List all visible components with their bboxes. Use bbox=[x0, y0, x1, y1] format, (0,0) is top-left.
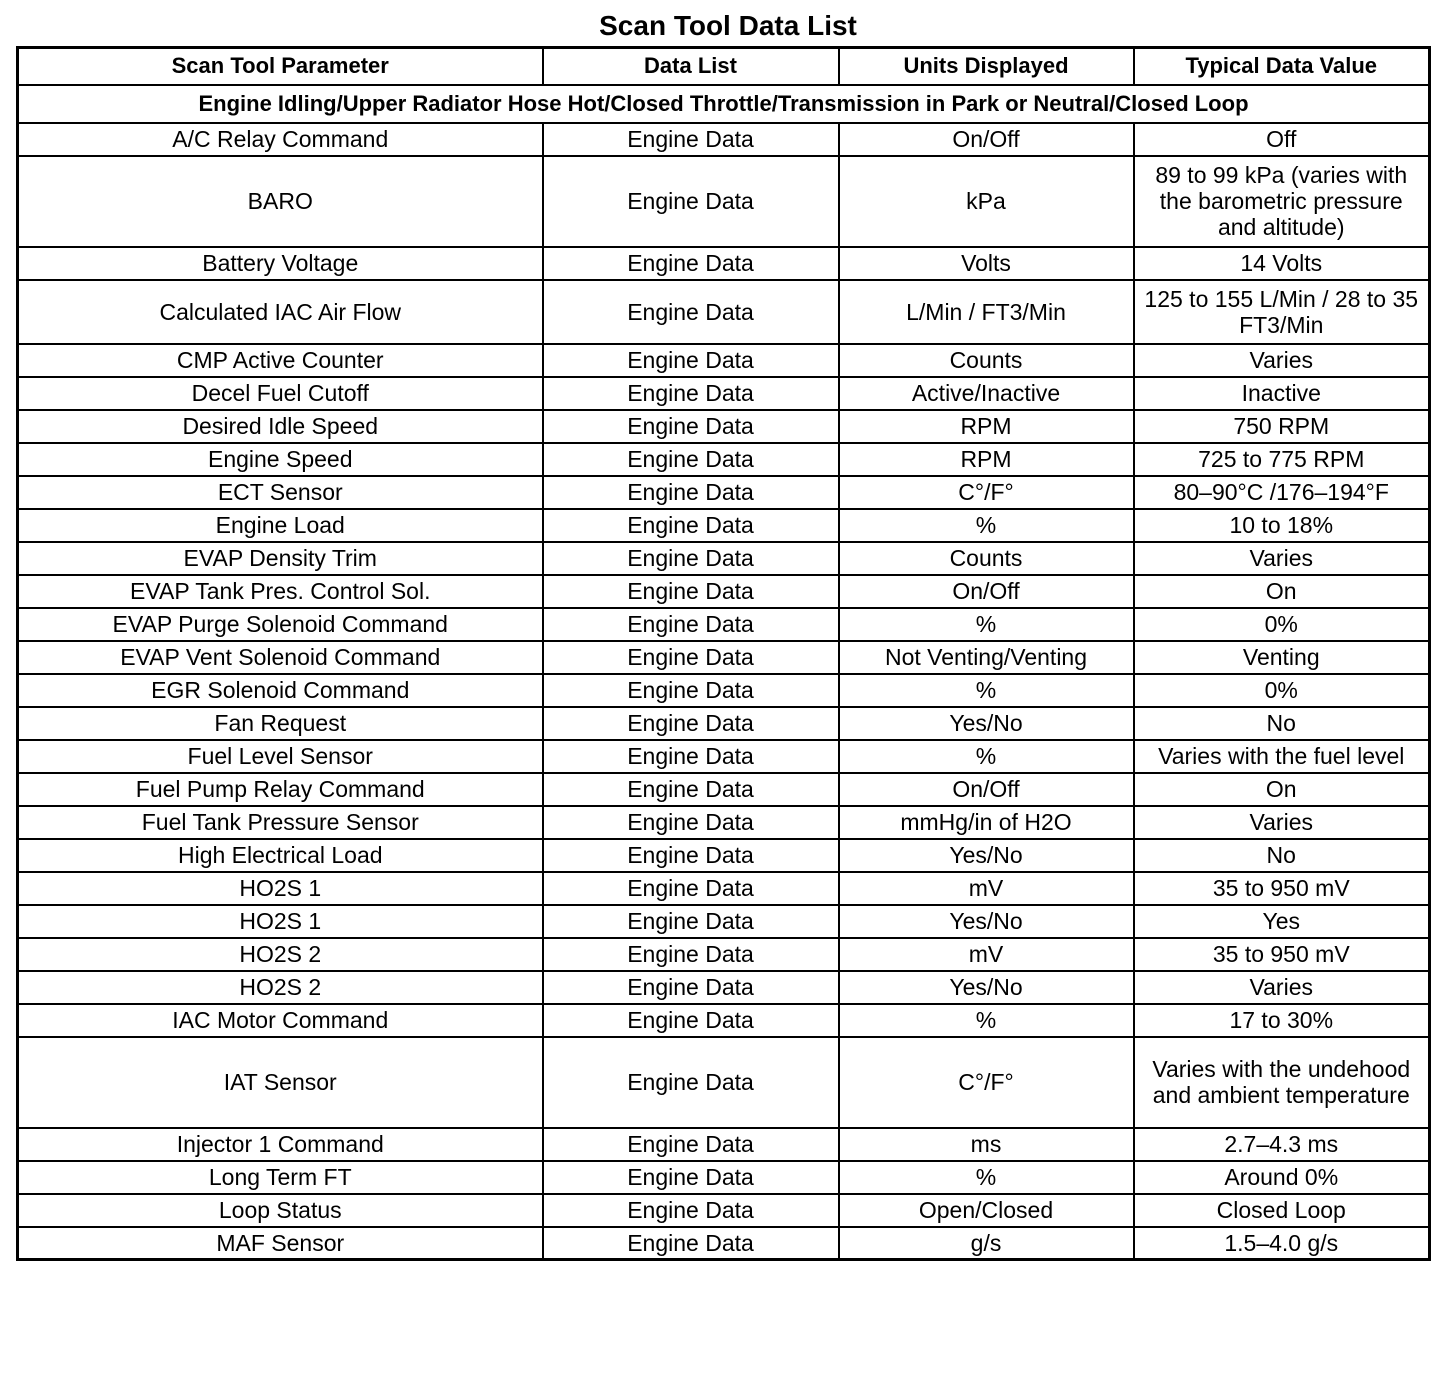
parameter-cell: EVAP Density Trim bbox=[18, 542, 543, 575]
typical-value-cell: Varies bbox=[1134, 806, 1430, 839]
typical-value-cell: Varies bbox=[1134, 344, 1430, 377]
parameter-cell: Desired Idle Speed bbox=[18, 410, 543, 443]
units-cell: Open/Closed bbox=[839, 1194, 1134, 1227]
typical-value-cell: On bbox=[1134, 773, 1430, 806]
data-list-cell: Engine Data bbox=[543, 377, 839, 410]
units-cell: Yes/No bbox=[839, 839, 1134, 872]
table-row bbox=[18, 608, 1430, 641]
table-row bbox=[18, 410, 1430, 443]
data-list-cell: Engine Data bbox=[543, 410, 839, 443]
typical-value-cell: Venting bbox=[1134, 641, 1430, 674]
table-row bbox=[18, 1227, 1430, 1260]
table-row bbox=[18, 641, 1430, 674]
data-list-cell: Engine Data bbox=[543, 443, 839, 476]
units-cell: C°/F° bbox=[839, 476, 1134, 509]
typical-value-cell: 14 Volts bbox=[1134, 247, 1430, 280]
data-list-cell: Engine Data bbox=[543, 509, 839, 542]
typical-value-cell: 0% bbox=[1134, 674, 1430, 707]
parameter-cell: EGR Solenoid Command bbox=[18, 674, 543, 707]
table-row bbox=[18, 839, 1430, 872]
table-row bbox=[18, 674, 1430, 707]
typical-value-cell: 80–90°C /176–194°F bbox=[1134, 476, 1430, 509]
parameter-cell: Long Term FT bbox=[18, 1161, 543, 1194]
parameter-cell: HO2S 1 bbox=[18, 905, 543, 938]
units-cell: On/Off bbox=[839, 123, 1134, 156]
parameter-cell: Fuel Pump Relay Command bbox=[18, 773, 543, 806]
parameter-cell: EVAP Tank Pres. Control Sol. bbox=[18, 575, 543, 608]
table-row bbox=[18, 156, 1430, 247]
data-list-cell: Engine Data bbox=[543, 608, 839, 641]
units-cell: mmHg/in of H2O bbox=[839, 806, 1134, 839]
units-cell: Yes/No bbox=[839, 971, 1134, 1004]
data-list-cell: Engine Data bbox=[543, 773, 839, 806]
parameter-cell: EVAP Vent Solenoid Command bbox=[18, 641, 543, 674]
header-row bbox=[18, 48, 1430, 85]
units-cell: Yes/No bbox=[839, 905, 1134, 938]
units-cell: % bbox=[839, 509, 1134, 542]
column-header-parameter: Scan Tool Parameter bbox=[18, 48, 543, 85]
table-row bbox=[18, 1194, 1430, 1227]
data-list-cell: Engine Data bbox=[543, 1004, 839, 1037]
typical-value-cell: 725 to 775 RPM bbox=[1134, 443, 1430, 476]
data-list-cell: Engine Data bbox=[543, 123, 839, 156]
table-row bbox=[18, 344, 1430, 377]
data-list-cell: Engine Data bbox=[543, 938, 839, 971]
typical-value-cell: 125 to 155 L/Min / 28 to 35 FT3/Min bbox=[1134, 280, 1430, 344]
typical-value-cell: 35 to 950 mV bbox=[1134, 938, 1430, 971]
units-cell: Not Venting/Venting bbox=[839, 641, 1134, 674]
typical-value-cell: Closed Loop bbox=[1134, 1194, 1430, 1227]
condition-row bbox=[18, 85, 1430, 123]
typical-value-cell: Varies bbox=[1134, 542, 1430, 575]
table-row bbox=[18, 872, 1430, 905]
units-cell: L/Min / FT3/Min bbox=[839, 280, 1134, 344]
parameter-cell: High Electrical Load bbox=[18, 839, 543, 872]
units-cell: Counts bbox=[839, 344, 1134, 377]
units-cell: g/s bbox=[839, 1227, 1134, 1260]
units-cell: % bbox=[839, 674, 1134, 707]
typical-value-cell: 10 to 18% bbox=[1134, 509, 1430, 542]
data-list-cell: Engine Data bbox=[543, 156, 839, 247]
table-row bbox=[18, 280, 1430, 344]
parameter-cell: MAF Sensor bbox=[18, 1227, 543, 1260]
table-row bbox=[18, 1004, 1430, 1037]
data-list-cell: Engine Data bbox=[543, 806, 839, 839]
units-cell: Volts bbox=[839, 247, 1134, 280]
parameter-cell: Loop Status bbox=[18, 1194, 543, 1227]
table-row bbox=[18, 1128, 1430, 1161]
column-header-units: Units Displayed bbox=[839, 48, 1134, 85]
units-cell: % bbox=[839, 608, 1134, 641]
table-row bbox=[18, 377, 1430, 410]
units-cell: On/Off bbox=[839, 575, 1134, 608]
table-row bbox=[18, 542, 1430, 575]
parameter-cell: Calculated IAC Air Flow bbox=[18, 280, 543, 344]
typical-value-cell: No bbox=[1134, 839, 1430, 872]
typical-value-cell: Varies bbox=[1134, 971, 1430, 1004]
units-cell: mV bbox=[839, 938, 1134, 971]
parameter-cell: BARO bbox=[18, 156, 543, 247]
typical-value-cell: 89 to 99 kPa (varies with the barometric pressure and altitude) bbox=[1134, 156, 1430, 247]
table-row bbox=[18, 740, 1430, 773]
page-title: Scan Tool Data List bbox=[599, 10, 857, 41]
typical-value-cell: Yes bbox=[1134, 905, 1430, 938]
table-row bbox=[18, 1037, 1430, 1128]
parameter-cell: Fuel Level Sensor bbox=[18, 740, 543, 773]
data-list-cell: Engine Data bbox=[543, 905, 839, 938]
data-list-cell: Engine Data bbox=[543, 971, 839, 1004]
units-cell: Yes/No bbox=[839, 707, 1134, 740]
typical-value-cell: 2.7–4.3 ms bbox=[1134, 1128, 1430, 1161]
parameter-cell: Decel Fuel Cutoff bbox=[18, 377, 543, 410]
data-list-cell: Engine Data bbox=[543, 1161, 839, 1194]
units-cell: % bbox=[839, 740, 1134, 773]
units-cell: Active/Inactive bbox=[839, 377, 1134, 410]
table-row bbox=[18, 575, 1430, 608]
data-list-cell: Engine Data bbox=[543, 641, 839, 674]
column-header-typical-value: Typical Data Value bbox=[1134, 48, 1430, 85]
typical-value-cell: 35 to 950 mV bbox=[1134, 872, 1430, 905]
data-list-cell: Engine Data bbox=[543, 247, 839, 280]
data-list-cell: Engine Data bbox=[543, 707, 839, 740]
data-list-cell: Engine Data bbox=[543, 740, 839, 773]
parameter-cell: HO2S 2 bbox=[18, 938, 543, 971]
data-list-cell: Engine Data bbox=[543, 1037, 839, 1128]
data-list-cell: Engine Data bbox=[543, 476, 839, 509]
table-row bbox=[18, 938, 1430, 971]
test-condition: Engine Idling/Upper Radiator Hose Hot/Closed Throttle/Transmission in Park or Neutral/Closed Loop bbox=[18, 85, 1430, 123]
data-list-cell: Engine Data bbox=[543, 280, 839, 344]
table-row bbox=[18, 123, 1430, 156]
typical-value-cell: 1.5–4.0 g/s bbox=[1134, 1227, 1430, 1260]
units-cell: RPM bbox=[839, 443, 1134, 476]
table-row bbox=[18, 971, 1430, 1004]
data-list-cell: Engine Data bbox=[543, 575, 839, 608]
parameter-cell: IAC Motor Command bbox=[18, 1004, 543, 1037]
parameter-cell: Engine Load bbox=[18, 509, 543, 542]
scan-tool-data-table bbox=[16, 46, 1431, 1261]
table-row bbox=[18, 1161, 1430, 1194]
data-list-cell: Engine Data bbox=[543, 1194, 839, 1227]
units-cell: mV bbox=[839, 872, 1134, 905]
data-list-cell: Engine Data bbox=[543, 1128, 839, 1161]
data-list-cell: Engine Data bbox=[543, 344, 839, 377]
typical-value-cell: 0% bbox=[1134, 608, 1430, 641]
table-row bbox=[18, 707, 1430, 740]
table-row bbox=[18, 247, 1430, 280]
parameter-cell: ECT Sensor bbox=[18, 476, 543, 509]
units-cell: C°/F° bbox=[839, 1037, 1134, 1128]
table-row bbox=[18, 773, 1430, 806]
typical-value-cell: 17 to 30% bbox=[1134, 1004, 1430, 1037]
typical-value-cell: No bbox=[1134, 707, 1430, 740]
units-cell: % bbox=[839, 1004, 1134, 1037]
parameter-cell: HO2S 1 bbox=[18, 872, 543, 905]
data-list-cell: Engine Data bbox=[543, 839, 839, 872]
units-cell: RPM bbox=[839, 410, 1134, 443]
table-row bbox=[18, 905, 1430, 938]
table-row bbox=[18, 509, 1430, 542]
table-row bbox=[18, 443, 1430, 476]
parameter-cell: Injector 1 Command bbox=[18, 1128, 543, 1161]
parameter-cell: EVAP Purge Solenoid Command bbox=[18, 608, 543, 641]
typical-value-cell: Inactive bbox=[1134, 377, 1430, 410]
units-cell: ms bbox=[839, 1128, 1134, 1161]
typical-value-cell: Off bbox=[1134, 123, 1430, 156]
parameter-cell: CMP Active Counter bbox=[18, 344, 543, 377]
units-cell: % bbox=[839, 1161, 1134, 1194]
table-row bbox=[18, 806, 1430, 839]
data-list-cell: Engine Data bbox=[543, 1227, 839, 1260]
typical-value-cell: On bbox=[1134, 575, 1430, 608]
parameter-cell: Engine Speed bbox=[18, 443, 543, 476]
parameter-cell: A/C Relay Command bbox=[18, 123, 543, 156]
typical-value-cell: 750 RPM bbox=[1134, 410, 1430, 443]
data-list-cell: Engine Data bbox=[543, 872, 839, 905]
parameter-cell: HO2S 2 bbox=[18, 971, 543, 1004]
parameter-cell: Battery Voltage bbox=[18, 247, 543, 280]
units-cell: Counts bbox=[839, 542, 1134, 575]
units-cell: On/Off bbox=[839, 773, 1134, 806]
column-header-data-list: Data List bbox=[543, 48, 839, 85]
data-list-cell: Engine Data bbox=[543, 674, 839, 707]
parameter-cell: Fan Request bbox=[18, 707, 543, 740]
data-list-cell: Engine Data bbox=[543, 542, 839, 575]
typical-value-cell: Around 0% bbox=[1134, 1161, 1430, 1194]
units-cell: kPa bbox=[839, 156, 1134, 247]
parameter-cell: Fuel Tank Pressure Sensor bbox=[18, 806, 543, 839]
parameter-cell: IAT Sensor bbox=[18, 1037, 543, 1128]
typical-value-cell: Varies with the fuel level bbox=[1134, 740, 1430, 773]
typical-value-cell: Varies with the undehood and ambient temperature bbox=[1134, 1037, 1430, 1128]
table-row bbox=[18, 476, 1430, 509]
